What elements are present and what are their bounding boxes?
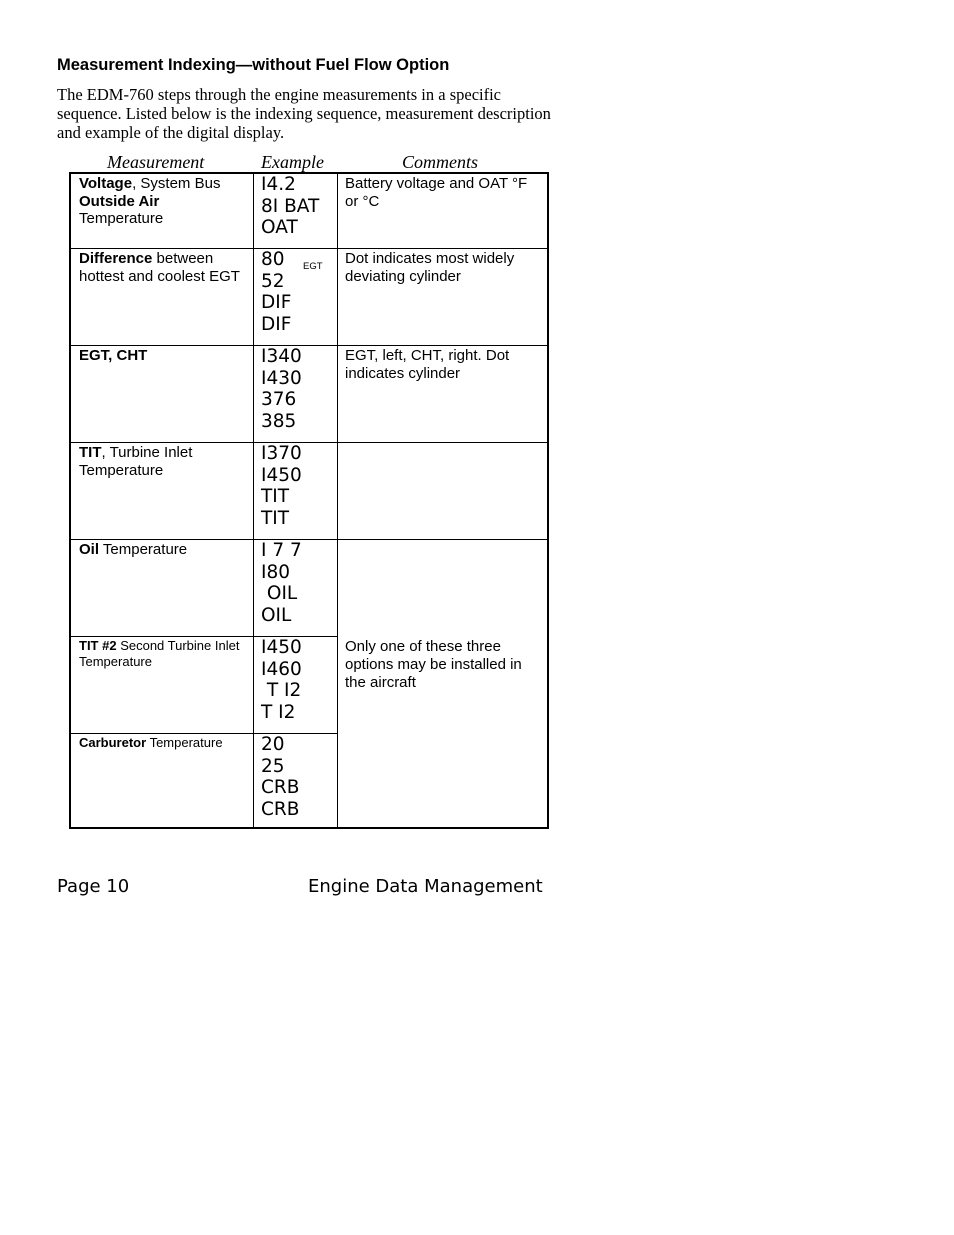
section-heading: Measurement Indexing—without Fuel Flow Option <box>57 56 450 74</box>
table-row-voltage-comment: Battery voltage and OAT °F or °C <box>345 175 528 210</box>
table-row-tit2-measurement: TIT #2 Second Turbine Inlet Temperature <box>79 638 240 669</box>
column-header-example: Example <box>261 152 324 172</box>
table-row-oil-example: I 7 7 I80 OIL OIL <box>261 540 302 627</box>
table-row-egt-cht-example: I340 I430 376 385 <box>261 346 302 433</box>
footer-title: Engine Data Management <box>308 876 543 897</box>
column-header-comments: Comments <box>402 152 478 172</box>
table-row-voltage-measurement: Voltage, System Bus Outside Air Temperature <box>79 175 221 227</box>
table-row-difference-example: 80 52 DIF DIF EGT <box>261 249 323 336</box>
table-row-oil-measurement: Oil Temperature <box>79 541 188 558</box>
table-row-difference-comment: Dot indicates most widely deviating cylinder <box>345 250 515 285</box>
table-row-tit-example: I370 I450 TIT TIT <box>261 443 302 530</box>
table-row-voltage-example: I4.2 8I BAT OAT <box>261 174 320 239</box>
egt-annunciator-label: EGT <box>303 261 323 272</box>
table-row-difference-measurement: Difference between hottest and coolest EGT <box>79 250 240 285</box>
table-row-tit-comment <box>338 443 547 539</box>
table-row-egt-cht-comment: EGT, left, CHT, right. Dot indicates cylinder <box>345 347 510 382</box>
column-header-measurement: Measurement <box>107 152 205 172</box>
table-row-tit2-example: I450 I460 T I2 T I2 <box>261 637 302 724</box>
measurement-table <box>69 172 549 829</box>
merged-options-comment: Only one of these three options may be installed in the aircraft <box>345 638 522 691</box>
table-row-egt-cht-measurement: EGT, CHT <box>79 347 148 364</box>
intro-paragraph: The EDM-760 steps through the engine measurements in a specific sequence. Listed below is the indexing sequence, measurement description and example of the digital display. <box>57 85 551 142</box>
table-row-carburetor-example: 20 25 CRB CRB <box>261 734 300 821</box>
table-row-tit-measurement: TIT, Turbine Inlet Temperature <box>79 444 193 479</box>
page-number: Page 10 <box>57 876 130 897</box>
table-row-carburetor-measurement: Carburetor Temperature <box>79 735 223 750</box>
